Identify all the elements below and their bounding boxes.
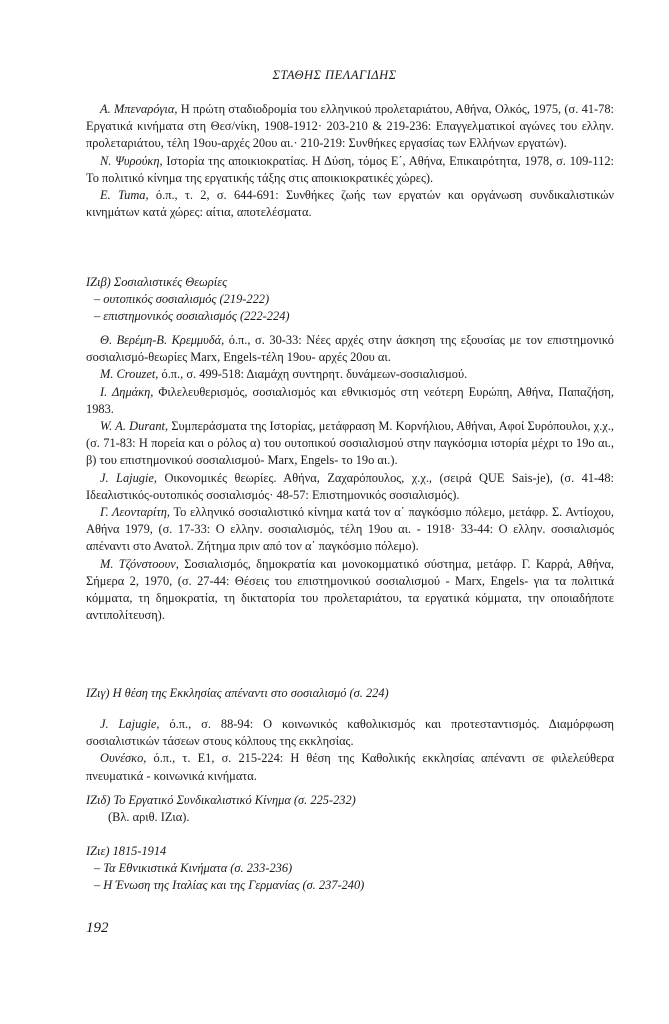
reference-author: M. Crouzet,	[100, 367, 159, 382]
reference-text: Συμπεράσματα της Ιστορίας, μετάφραση Μ. Κορνήλιου, Αθήναι, Αφοί Συρόπουλοι, χ.χ., (σ. 71-83: Η πορεία και ο ρόλος α) του ουτοπικού σοσιαλισμού στην παγκόσμια ιστορία μέχρι το 19ο αι., β) του επιστημονικού σοσιαλισμού- Marx, Engels- το 19ο αι.).	[86, 419, 614, 468]
reference-text: Φιλελευθερισμός, σοσιαλισμός και εθνικισμός στη νεότερη Ευρώπη, Αθήνα, Παπαζήση, 1983.	[86, 384, 614, 416]
section-title: ΙΖιγ) Η θέση της Εκκλησίας απέναντι στο σοσιαλισμό (σ. 224)	[86, 686, 389, 700]
reference-text: ό.π., σ. 499-518: Διαμάχη συντηρητ. δυνάμεων-σοσιαλισμού.	[158, 367, 468, 382]
reference-block-3	[86, 716, 614, 785]
reference-author: A. Μπεναρόγια,	[100, 102, 178, 116]
reference-text: Το ελληνικό σοσιαλιστικό κίνημα κατά τον α΄ παγκόσμιο πόλεμο, μετάφρ. Σ. Αντίοχου, Αθήνα 1979, (σ. 17-33: Ο ελλην. σοσιαλισμός, τέλη 19ου αι. - 1918· 33-44: Ο ελλην. σοσιαλισμός απέναντι στο Ανατολ. Ζήτημα πριν από τον α΄ παγκόσμιο πόλεμο).	[86, 505, 614, 554]
subtopic-item: – επιστημονικός σοσιαλισμός (222-224)	[94, 309, 290, 324]
reference-block-2	[86, 332, 614, 624]
reference-text: ό.π., σ. 30-33: Νέες αρχές στην άσκηση της εξουσίας με τον επιστημονικό σοσιαλισμό-θεωρίες Marx, Engels-τέλη 19ου- αρχές 20ου αι.	[86, 333, 614, 365]
reference-text: Ιστορία της αποικιοκρατίας. Η Δύση, τόμος Ε΄, Αθήνα, Επικαιρότητα, 1978, σ. 109-112: Το πολιτικό κίνημα της εργατικής τάξης στις αποικιοκρατικές χώρες).	[86, 153, 614, 185]
reference-author: M. Τζόνστοουν,	[100, 556, 179, 571]
reference-entry	[86, 332, 614, 366]
reference-entry	[86, 716, 614, 750]
reference-author: E. Tuma,	[100, 188, 149, 203]
section-title: ΙΖιβ) Σοσιαλιστικές Θεωρίες	[86, 275, 228, 289]
reference-author: J. Lajugie,	[100, 717, 160, 731]
reference-entry	[86, 187, 614, 221]
section-labor-movement	[86, 792, 614, 826]
reference-author: Ν. Ψυρούκη,	[100, 153, 163, 168]
reference-text: ό.π., τ. 2, σ. 644-691: Συνθήκες ζωής των εργατών και οργάνωση συνδικαλιστικών κινημάτων κατά χώρες: αίτια, αποτελέσματα.	[86, 188, 614, 220]
reference-author: W. A. Durant,	[100, 419, 169, 434]
reference-block-1	[86, 101, 614, 221]
section-title: ΙΖιε) 1815-1914	[86, 844, 167, 858]
reference-text: ό.π., σ. 88-94: Ο κοινωνικός καθολικισμός και προτεσταντισμός. Διαμόρφωση σοσιαλιστικών τάσεων στους κόλπους της εκκλησίας.	[86, 717, 615, 749]
reference-text: Οικονομικές θεωρίες. Αθήνα, Ζαχαρόπουλος, χ.χ., (σειρά QUE Sais-je), (σ. 41-48: Ιδεαλιστικός-ουτοπικός σοσιαλισμός· 48-57: Επιστημονικός σοσιαλισμός).	[86, 470, 614, 502]
subtopic-item: – Η Ένωση της Ιταλίας και της Γερμανίας (σ. 237-240)	[94, 878, 365, 893]
reference-entry	[86, 504, 614, 556]
reference-entry	[86, 384, 614, 418]
cross-reference-note: (Βλ. αριθ. ΙΖια).	[108, 810, 190, 825]
section-1815-1914	[86, 843, 614, 895]
section-church-position	[86, 685, 614, 702]
reference-author: Θ. Βερέμη-Β. Κρεμμυδά,	[100, 333, 225, 347]
reference-text: Σοσιαλισμός, δημοκρατία και μονοκομματικό σύστημα, μετάφρ. Γ. Καρρά, Αθήνα, Σήμερα 2, 1970, (σ. 27-44: Θέσεις του επιστημονικού σοσιαλισμού - Marx, Engels- για τα πολιτικά κόμματα, τη δημοκρατία, τη δικτατορία του προλεταριάτου, τα εργατικά κόμματα, την οποιαδήποτε αντιπολίτευση).	[86, 556, 614, 623]
reference-entry	[86, 750, 614, 784]
reference-author: J. Lajugie,	[100, 470, 158, 485]
section-title: ΙΖιδ) Το Εργατικό Συνδικαλιστικό Κίνημα (σ. 225-232)	[86, 793, 356, 807]
reference-entry	[86, 556, 614, 625]
reference-entry	[86, 470, 614, 504]
reference-entry	[86, 366, 614, 383]
page-number: 192	[86, 920, 109, 936]
reference-text: Η πρώτη σταδιοδρομία του ελληνικού προλεταριάτου, Αθήνα, Ολκός, 1975, (σ. 41-78: Εργατικά κινήματα στη Θεσ/νίκη, 1908-1912· 203-210 & 219-236: Επαγγελματικοί αγώνες του ελλην. προλεταριάτου, τέλη 19ου-αρχές 20ου αι.· 210-219: Συνθήκες εργασίας των Ελλήνων εργατών).	[86, 102, 614, 151]
reference-author: Γ. Λεονταρίτη,	[100, 505, 171, 520]
reference-text: ό.π., τ. Ε1, σ. 215-224: Η θέση της Καθολικής εκκλησίας απέναντι σε φιλελεύθερα πνευματικά - κοινωνικά κινήματα.	[86, 751, 614, 783]
reference-entry	[86, 153, 614, 187]
running-head: ΣΤΑΘΗΣ ΠΕΛΑΓΙΔΗΣ	[272, 68, 397, 82]
subtopic-item: – ουτοπικός σοσιαλισμός (219-222)	[94, 292, 270, 307]
reference-author: Ι. Δημάκη,	[100, 384, 154, 399]
reference-author: Ουνέσκο,	[100, 751, 147, 766]
reference-entry	[86, 101, 614, 153]
subtopic-item: – Τα Εθνικιστικά Κινήματα (σ. 233-236)	[94, 861, 293, 876]
reference-entry	[86, 418, 614, 470]
section-socialist-theories	[86, 274, 614, 326]
